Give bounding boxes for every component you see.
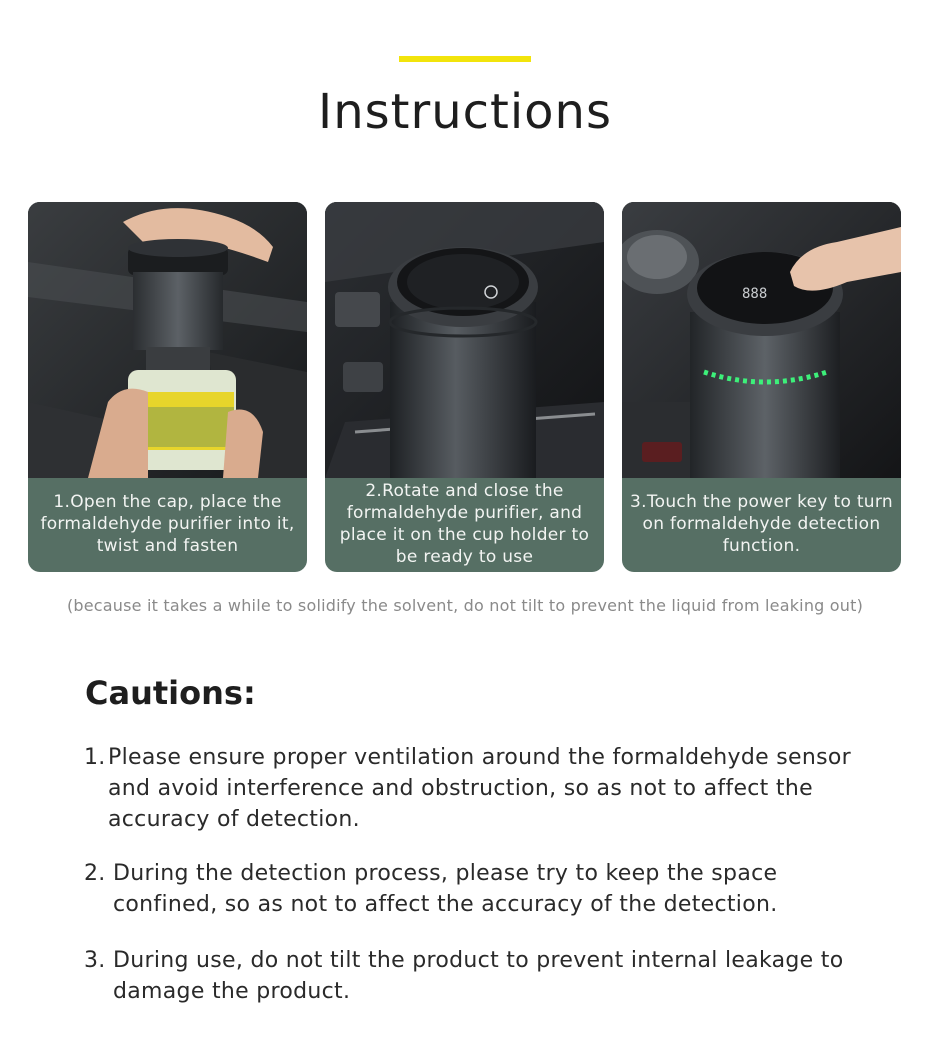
hand-installing-purifier-photo: [28, 202, 307, 478]
page-title: Instructions: [318, 84, 612, 140]
cautions-title: Cautions:: [85, 674, 256, 712]
instruction-note: (because it takes a while to solidify the solvent, do not tilt to prevent the liquid from leaking out): [66, 596, 864, 615]
title-accent-bar: [399, 56, 531, 62]
step-card-2: [325, 202, 604, 572]
svg-text:888: 888: [742, 286, 768, 302]
caution-item-2: [84, 858, 804, 920]
step-card-3: [622, 202, 901, 572]
caution-text: During the detection process, please try to keep the space confined, so as not to affect the accuracy of the detection.: [113, 861, 778, 917]
caution-item-1: [84, 742, 864, 835]
step-card-1: [28, 202, 307, 572]
caution-text: During use, do not tilt the product to prevent internal leakage to damage the product.: [113, 948, 844, 1004]
purifier-in-cup-holder-photo: [325, 202, 604, 478]
caution-item-3: [84, 945, 844, 1007]
finger-touching-power-key-photo: [622, 202, 901, 478]
step-caption-3: 3.Touch the power key to turn on formaldehyde detection function.: [630, 492, 893, 556]
caution-number: 1.: [84, 745, 106, 770]
caution-number: 2.: [84, 861, 106, 886]
instruction-steps: [28, 202, 902, 572]
caution-number: 3.: [84, 948, 106, 973]
step-caption-1: 1.Open the cap, place the formaldehyde purifier into it, twist and fasten: [40, 492, 295, 556]
caution-text: Please ensure proper ventilation around the formaldehyde sensor and avoid interference and obstruction, so as not to affect the accuracy of detection.: [108, 745, 851, 832]
step-caption-2: 2.Rotate and close the formaldehyde purifier, and place it on the cup holder to be ready to use: [339, 481, 590, 567]
